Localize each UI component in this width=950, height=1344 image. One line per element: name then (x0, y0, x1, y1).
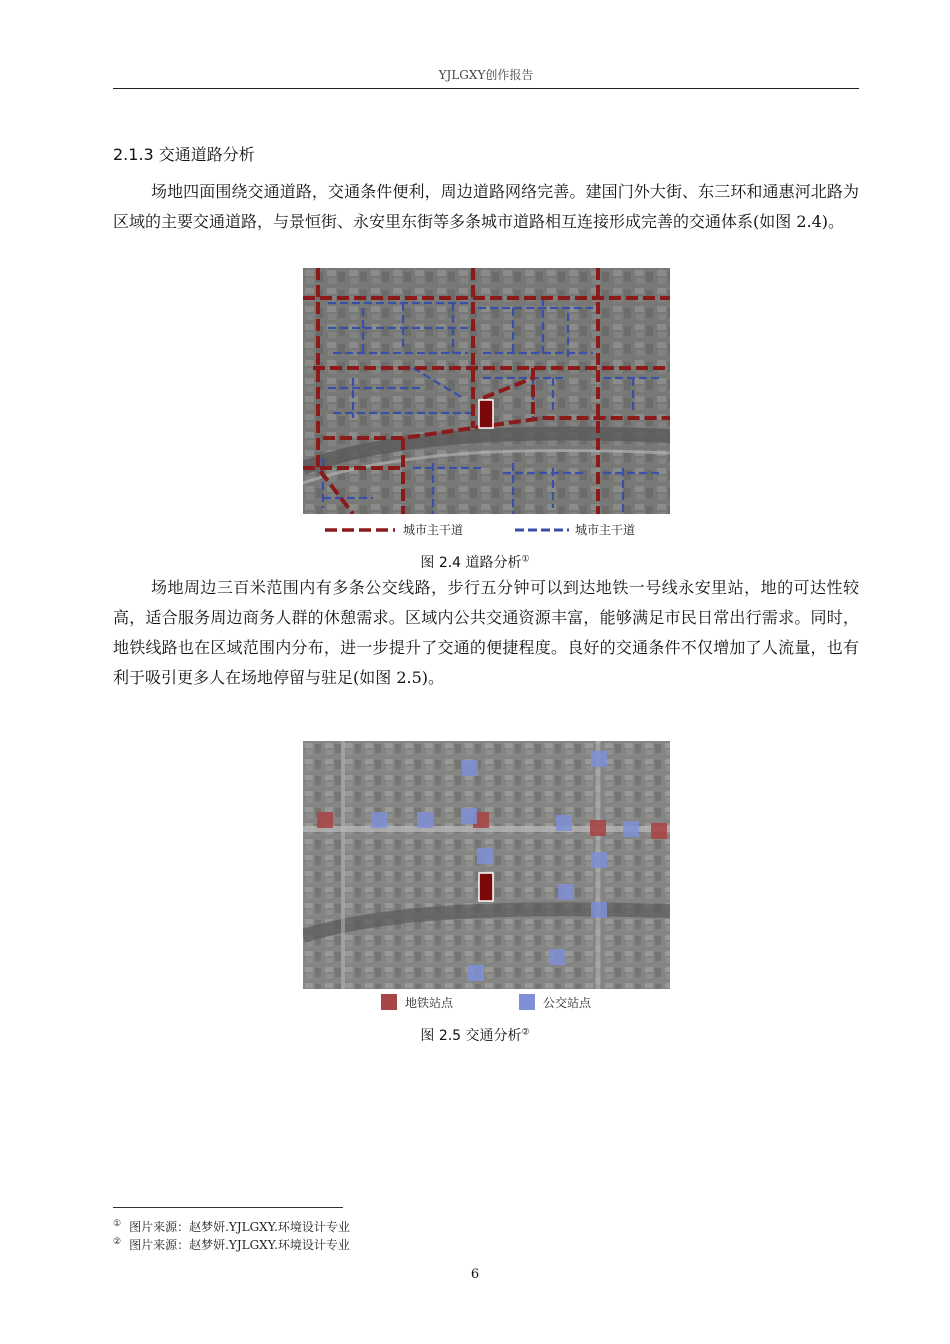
figure-2-4-caption (0, 552, 950, 572)
footnote-text: 图片来源：赵梦妍.YJLGXY.环境设计专业 (129, 1238, 350, 1252)
metro-station (317, 812, 333, 828)
legend-metro-swatch (381, 994, 397, 1010)
bus-station (549, 949, 565, 965)
figure-2-5-caption (0, 1025, 950, 1045)
figure-road-analysis (303, 268, 670, 540)
bus-station (591, 902, 607, 918)
bus-station (591, 751, 607, 767)
footnote-ref: ② (521, 1027, 530, 1038)
footnote-rule (113, 1207, 343, 1208)
bus-station (477, 848, 493, 864)
page-header: YJLGXY创作报告 (438, 68, 534, 82)
metro-station (651, 823, 667, 839)
paragraph-transit: 场地周边三百米范围内有多条公交线路，步行五分钟可以到达地铁一号线永安里站，地的可达性较高，适合服务周边商务人群的休憩需求。区域内公共交通资源丰富，能够满足市民日常出行需求。同时，地铁线路也在区域范围内分布，进一步提升了交通的便捷程度。良好的交通条件不仅增加了人流量，也有利于吸引更多人在场地停留与驻足(如图 2.5)。 (113, 578, 859, 687)
page-number: 6 (470, 1267, 480, 1282)
bus-station (461, 808, 477, 824)
caption-text: 图 2.4 道路分析 (420, 555, 522, 571)
caption-text: 图 2.5 交通分析 (420, 1028, 522, 1044)
bus-station (556, 815, 572, 831)
header-rule (113, 88, 859, 89)
footnote-mark: ① (113, 1219, 122, 1229)
bus-station (558, 884, 574, 900)
footnote-text: 图片来源：赵梦妍.YJLGXY.环境设计专业 (129, 1220, 350, 1234)
footnote-ref: ① (521, 554, 530, 565)
site-marker (479, 873, 493, 901)
legend-bus-swatch (519, 994, 535, 1010)
road-map-image (303, 268, 670, 540)
site-marker (479, 400, 493, 428)
footnote-mark: ② (113, 1237, 122, 1247)
bus-station (591, 852, 607, 868)
transit-map-image (303, 741, 670, 1017)
bus-station (462, 760, 478, 776)
bus-station (417, 812, 433, 828)
legend-bus-label: 公交站点 (543, 996, 592, 1010)
section-title: 2.1.3 交通道路分析 (113, 145, 255, 164)
footnote-1 (113, 1218, 350, 1235)
legend-main-road-label: 城市主干道 (403, 523, 464, 537)
bus-station (371, 812, 387, 828)
figure-transit-analysis (303, 741, 670, 1017)
bus-station (468, 965, 484, 981)
legend-secondary-road-label: 城市主干道 (575, 523, 636, 537)
bus-station (623, 821, 639, 837)
metro-station (590, 820, 606, 836)
footnote-2 (113, 1236, 350, 1253)
paragraph-roads: 场地四面围绕交通道路，交通条件便利，周边道路网络完善。建国门外大街、东三环和通惠河北路为区域的主要交通道路，与景恒街、永安里东街等多条城市道路相互连接形成完善的交通体系(如图 2.4)。 (113, 182, 859, 231)
legend-metro-label: 地铁站点 (405, 996, 454, 1010)
